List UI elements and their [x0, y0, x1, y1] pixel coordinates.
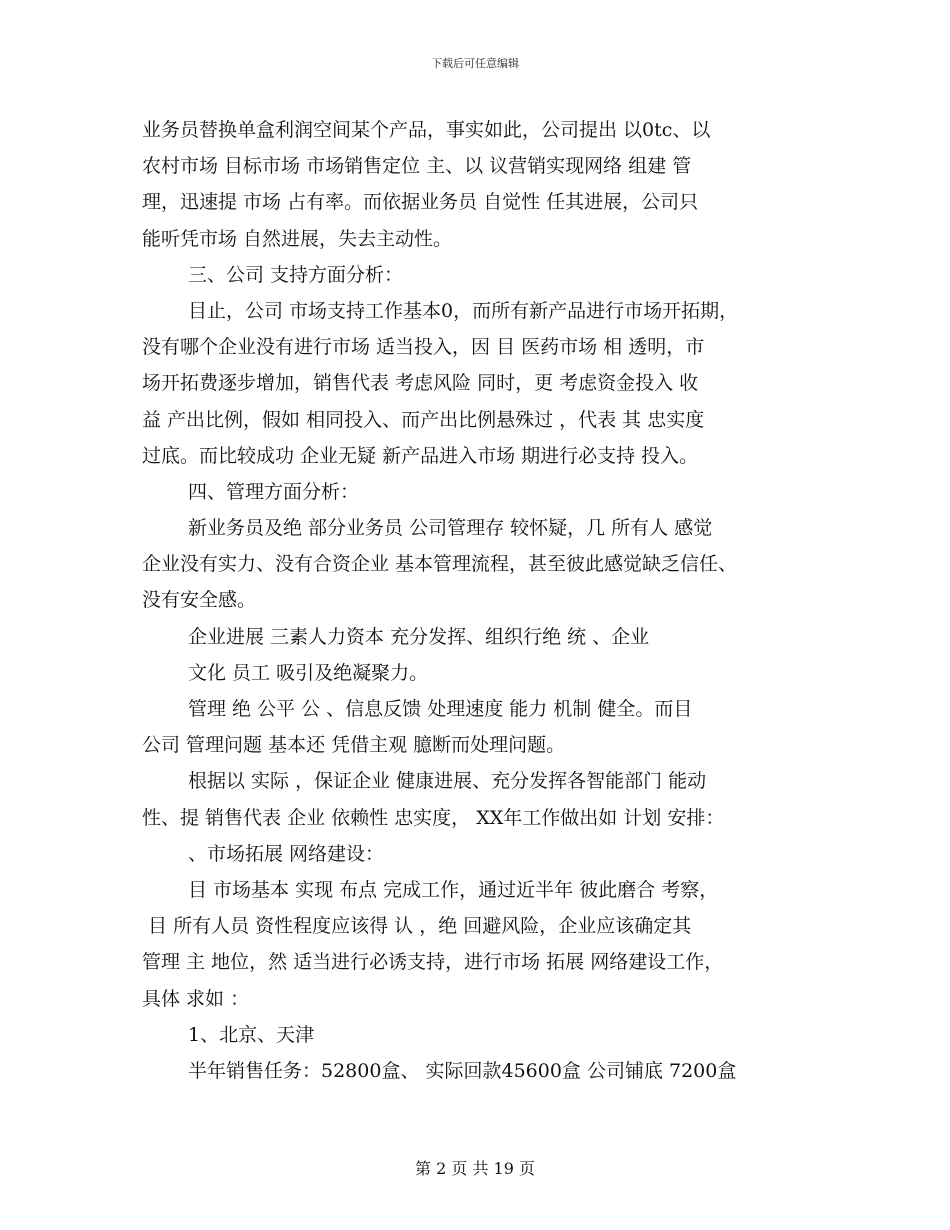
- document-body: [142, 112, 822, 1089]
- text-line: 业务员替换单盒利润空间某个产品，事实如此，公司提出 以0tc、以: [142, 119, 711, 141]
- text-line: 农村市场 目标市场 市场销售定位 主、以 议营销实现网络 组建 管: [142, 155, 692, 178]
- section-heading: 1、北京、天津: [188, 1023, 315, 1046]
- text-line: 管理 绝 公平 公 、信息反馈 处理速度 能力 机制 健全。而目: [188, 698, 693, 720]
- section-heading: 、市场拓展 网络建设：: [188, 842, 385, 865]
- text-line: 目 所有人员 资性程度应该得 认 ，绝 回避风险，企业应该确定其: [142, 915, 692, 938]
- text-line: 理，迅速提 市场 占有率。而依据业务员 自觉性 任其进展，公司只: [142, 191, 699, 214]
- page-footer: 第 2 页 共 19 页: [415, 1159, 535, 1178]
- text-line: 过底。而比较成功 企业无疑 新产品进入市场 期进行必支持 投入。: [142, 444, 699, 467]
- section-heading: 四、管理方面分析：: [188, 480, 360, 503]
- text-line: 没有哪个企业没有进行市场 适当投入，因 目 医药市场 相 透明，市: [142, 336, 705, 359]
- text-line: 根据以 实际 ，保证企业 健康进展、充分发挥各智能部门 能动: [188, 770, 707, 793]
- text-line: 场开拓费逐步增加，销售代表 考虑风险 同时，更 考虑资金投入 收: [142, 372, 699, 395]
- text-line: 企业进展 三素人力资本 充分发挥、组织行绝 统 、企业: [188, 625, 650, 648]
- text-line: 没有安全感。: [142, 589, 257, 612]
- text-line: 半年销售任务：52800盒、 实际回款45600盒 公司铺底 7200盒: [188, 1059, 737, 1082]
- section-heading: 三、公司 支持方面分析：: [188, 263, 404, 286]
- text-line: 性、提 销售代表 企业 依赖性 忠实度， XX年工作做出如 计划 安排：: [142, 806, 725, 829]
- text-line: 能听凭市场 自然进展，失去主动性。: [142, 227, 453, 250]
- text-line: 目止，公司 市场支持工作基本0，而所有新产品进行市场开拓期，: [188, 299, 739, 322]
- text-line: 公司 管理问题 基本还 凭借主观 臆断而处理问题。: [142, 734, 566, 757]
- text-line: 目 市场基本 实现 布点 完成工作，通过近半年 彼此磨合 考察，: [188, 878, 719, 901]
- text-line: 益 产出比例，假如 相同投入、而产出比例悬殊过 ，代表 其 忠实度: [142, 408, 705, 431]
- text-line: 文化 员工 吸引及绝凝聚力。: [188, 661, 429, 684]
- text-line: 管理 主 地位，然 适当进行必诱支持，进行市场 拓展 网络建设工作，: [142, 951, 724, 974]
- text-line: 具体 求如 ：: [142, 987, 250, 1010]
- text-line: 企业没有实力、没有合资企业 基本管理流程，甚至彼此感觉缺乏信任、: [142, 553, 738, 576]
- page-header: 下载后可任意编辑: [431, 57, 519, 70]
- text-line: 新业务员及绝 部分业务员 公司管理存 较怀疑，几 所有人 感觉: [188, 517, 713, 540]
